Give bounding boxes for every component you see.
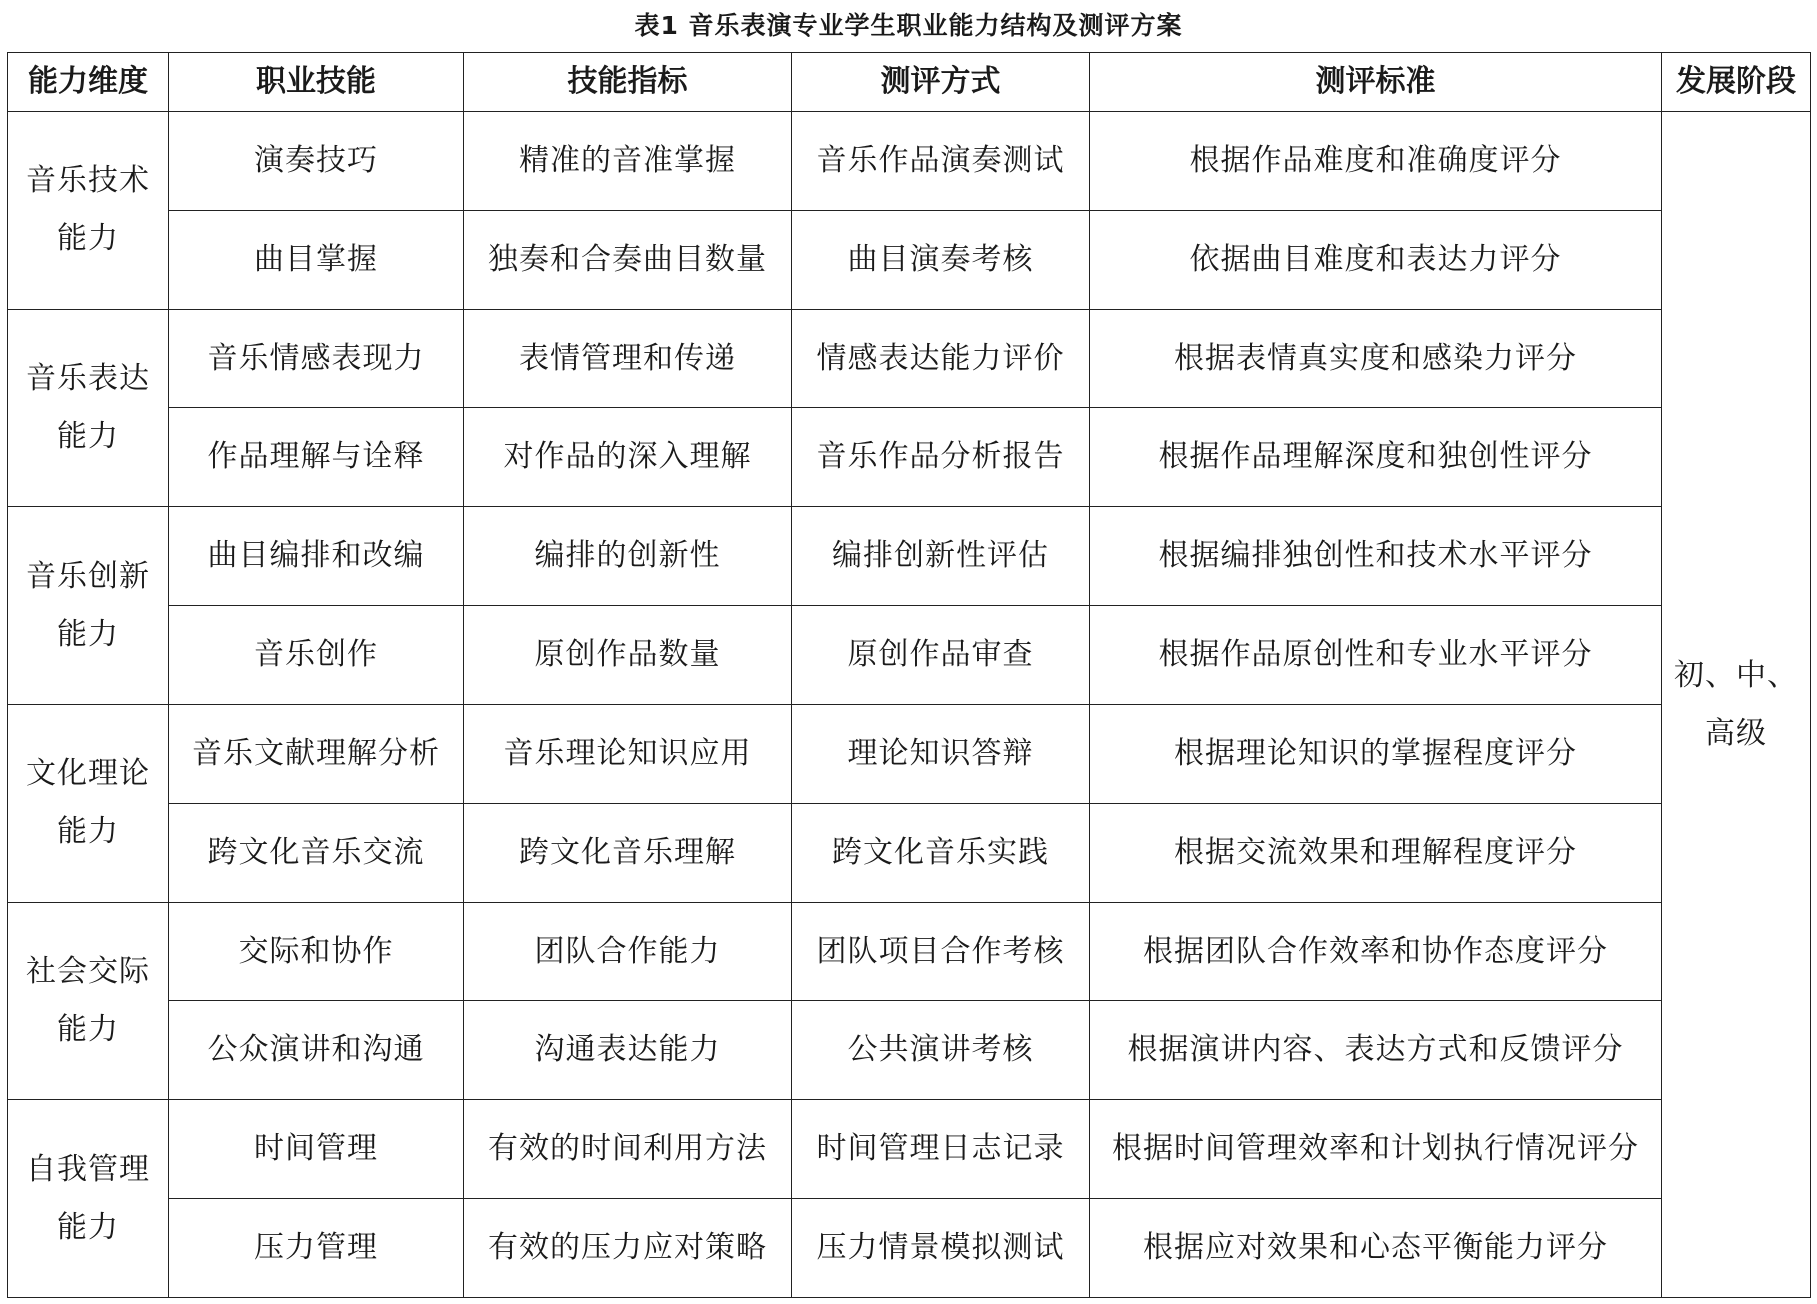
header-skill: 职业技能 xyxy=(169,53,464,112)
indicator-cell: 团队合作能力 xyxy=(464,902,792,1001)
method-cell: 情感表达能力评价 xyxy=(792,309,1090,408)
dimension-cell: 音乐技术 能力 xyxy=(8,112,169,310)
table-row xyxy=(8,1100,1811,1199)
table-row xyxy=(8,803,1811,902)
header-dimension: 能力维度 xyxy=(8,53,169,112)
header-method: 测评方式 xyxy=(792,53,1090,112)
standard-cell: 根据理论知识的掌握程度评分 xyxy=(1090,704,1662,803)
method-cell: 跨文化音乐实践 xyxy=(792,803,1090,902)
table-caption: 表1 音乐表演专业学生职业能力结构及测评方案 xyxy=(634,11,1183,40)
indicator-cell: 沟通表达能力 xyxy=(464,1001,792,1100)
dimension-cell: 自我管理 能力 xyxy=(8,1100,169,1298)
standard-cell: 根据作品原创性和专业水平评分 xyxy=(1090,606,1662,705)
method-cell: 理论知识答辩 xyxy=(792,704,1090,803)
table-row xyxy=(8,507,1811,606)
skill-cell: 压力管理 xyxy=(169,1199,464,1298)
dimension-cell: 音乐创新 能力 xyxy=(8,507,169,705)
stage-cell: 初、中、 高级 xyxy=(1662,112,1811,1298)
table-row xyxy=(8,1199,1811,1298)
standard-cell: 根据表情真实度和感染力评分 xyxy=(1090,309,1662,408)
skill-cell: 交际和协作 xyxy=(169,902,464,1001)
table-row xyxy=(8,210,1811,309)
skill-cell: 公众演讲和沟通 xyxy=(169,1001,464,1100)
method-cell: 时间管理日志记录 xyxy=(792,1100,1090,1199)
indicator-cell: 对作品的深入理解 xyxy=(464,408,792,507)
skill-cell: 时间管理 xyxy=(169,1100,464,1199)
indicator-cell: 有效的时间利用方法 xyxy=(464,1100,792,1199)
indicator-cell: 独奏和合奏曲目数量 xyxy=(464,210,792,309)
indicator-cell: 原创作品数量 xyxy=(464,606,792,705)
header-indicator: 技能指标 xyxy=(464,53,792,112)
indicator-cell: 表情管理和传递 xyxy=(464,309,792,408)
table-row xyxy=(8,704,1811,803)
indicator-cell: 精准的音准掌握 xyxy=(464,112,792,211)
standard-cell: 根据编排独创性和技术水平评分 xyxy=(1090,507,1662,606)
indicator-cell: 编排的创新性 xyxy=(464,507,792,606)
method-cell: 公共演讲考核 xyxy=(792,1001,1090,1100)
skill-cell: 曲目编排和改编 xyxy=(169,507,464,606)
method-cell: 原创作品审查 xyxy=(792,606,1090,705)
assessment-table xyxy=(7,52,1811,1298)
skill-cell: 音乐情感表现力 xyxy=(169,309,464,408)
skill-cell: 演奏技巧 xyxy=(169,112,464,211)
table-row xyxy=(8,606,1811,705)
standard-cell: 根据时间管理效率和计划执行情况评分 xyxy=(1090,1100,1662,1199)
standard-cell: 根据作品难度和准确度评分 xyxy=(1090,112,1662,211)
dimension-cell: 社会交际 能力 xyxy=(8,902,169,1100)
standard-cell: 根据演讲内容、表达方式和反馈评分 xyxy=(1090,1001,1662,1100)
method-cell: 压力情景模拟测试 xyxy=(792,1199,1090,1298)
method-cell: 团队项目合作考核 xyxy=(792,902,1090,1001)
standard-cell: 依据曲目难度和表达力评分 xyxy=(1090,210,1662,309)
table-row xyxy=(8,309,1811,408)
indicator-cell: 音乐理论知识应用 xyxy=(464,704,792,803)
standard-cell: 根据交流效果和理解程度评分 xyxy=(1090,803,1662,902)
table-row xyxy=(8,112,1811,211)
indicator-cell: 有效的压力应对策略 xyxy=(464,1199,792,1298)
method-cell: 曲目演奏考核 xyxy=(792,210,1090,309)
skill-cell: 跨文化音乐交流 xyxy=(169,803,464,902)
method-cell: 音乐作品分析报告 xyxy=(792,408,1090,507)
table-row xyxy=(8,1001,1811,1100)
header-row xyxy=(8,53,1811,112)
indicator-cell: 跨文化音乐理解 xyxy=(464,803,792,902)
method-cell: 编排创新性评估 xyxy=(792,507,1090,606)
skill-cell: 音乐文献理解分析 xyxy=(169,704,464,803)
skill-cell: 曲目掌握 xyxy=(169,210,464,309)
table-row xyxy=(8,902,1811,1001)
header-standard: 测评标准 xyxy=(1090,53,1662,112)
dimension-cell: 文化理论 能力 xyxy=(8,704,169,902)
standard-cell: 根据团队合作效率和协作态度评分 xyxy=(1090,902,1662,1001)
standard-cell: 根据应对效果和心态平衡能力评分 xyxy=(1090,1199,1662,1298)
header-stage: 发展阶段 xyxy=(1662,53,1811,112)
table-row xyxy=(8,408,1811,507)
skill-cell: 音乐创作 xyxy=(169,606,464,705)
standard-cell: 根据作品理解深度和独创性评分 xyxy=(1090,408,1662,507)
skill-cell: 作品理解与诠释 xyxy=(169,408,464,507)
dimension-cell: 音乐表达 能力 xyxy=(8,309,169,507)
method-cell: 音乐作品演奏测试 xyxy=(792,112,1090,211)
